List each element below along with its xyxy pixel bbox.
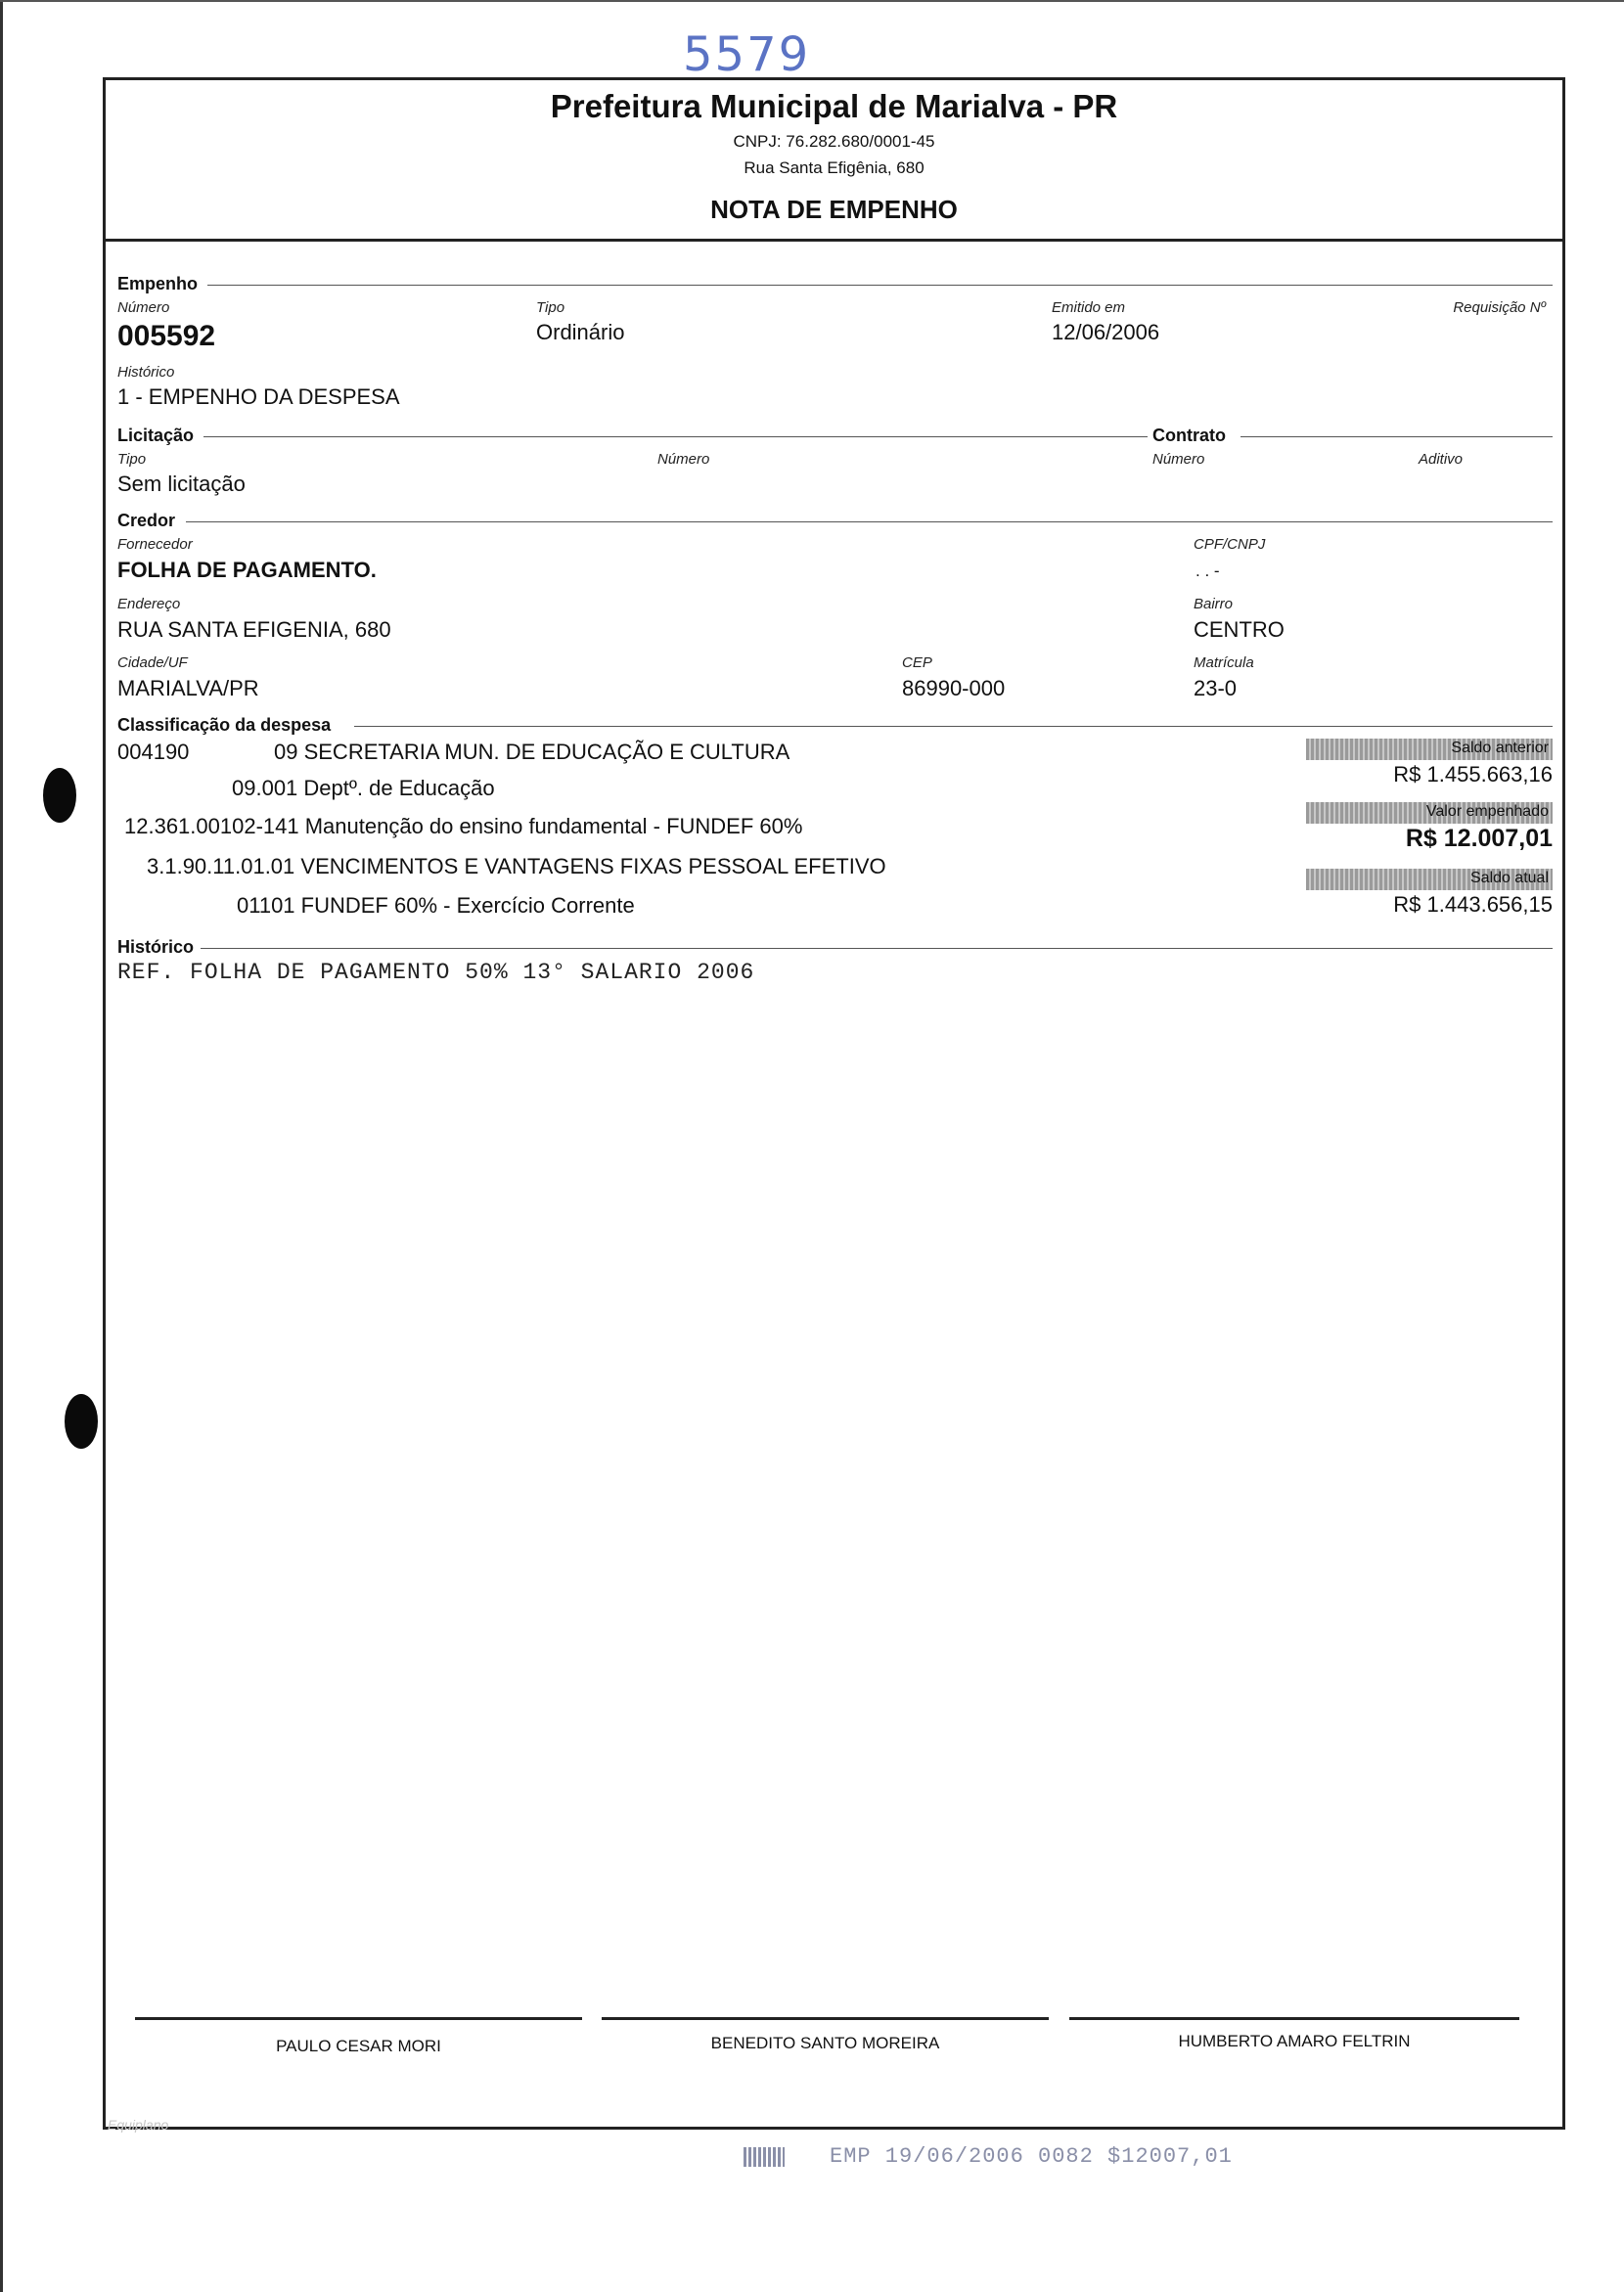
- header-separator: [103, 239, 1565, 242]
- tipo-label: Tipo: [536, 299, 565, 316]
- binder-hole-bottom: [65, 1394, 98, 1449]
- section-rule-classificacao: [354, 726, 1553, 727]
- binder-hole-top: [43, 768, 76, 823]
- cnpj-text: CNPJ: 76.282.680/0001-45: [733, 132, 935, 151]
- signature-line-1: [135, 2017, 582, 2020]
- signature-name-1: PAULO CESAR MORI: [276, 2037, 441, 2055]
- classificacao-fonte: 01101 FUNDEF 60% - Exercício Corrente: [237, 893, 635, 918]
- section-empenho: Empenho: [117, 274, 199, 293]
- contrato-aditivo-label: Aditivo: [1419, 451, 1464, 468]
- numero-label: Número: [117, 299, 170, 316]
- licitacao-tipo-value: Sem licitação: [117, 472, 246, 496]
- scan-left-edge: [0, 0, 3, 2292]
- handwritten-page-number: 5579: [683, 27, 811, 82]
- cpf-cnpj-label: CPF/CNPJ: [1194, 536, 1266, 553]
- emitido-date: 12/06/2006: [1052, 320, 1160, 344]
- classificacao-unidade: 09.001 Deptº. de Educação: [232, 776, 495, 800]
- matricula-value: 23-0: [1194, 676, 1238, 700]
- matricula-label: Matrícula: [1194, 654, 1254, 671]
- fornecedor-value: FOLHA DE PAGAMENTO.: [117, 558, 377, 582]
- footer-stamp: EMP 19/06/2006 0082 $12007,01: [830, 2144, 1233, 2169]
- historico-text: REF. FOLHA DE PAGAMENTO 50% 13° SALARIO 2006: [117, 960, 755, 985]
- section-rule-empenho: [207, 285, 1553, 286]
- cidade-label: Cidade/UF: [117, 654, 188, 671]
- signature-line-3: [1069, 2017, 1519, 2020]
- municipality-title: Prefeitura Municipal de Marialva - PR: [550, 88, 1118, 124]
- endereco-label: Endereço: [117, 596, 181, 612]
- saldo-atual-value: R$ 1.443.656,15: [1393, 892, 1553, 917]
- valor-empenhado-value: R$ 12.007,01: [1405, 825, 1553, 852]
- empenho-number: 005592: [117, 320, 216, 352]
- emitido-label: Emitido em: [1052, 299, 1126, 316]
- saldo-atual-label: Saldo atual: [1469, 870, 1549, 886]
- section-classificacao: Classificação da despesa: [117, 715, 332, 735]
- saldo-anterior-value: R$ 1.455.663,16: [1393, 762, 1553, 786]
- address-text: Rua Santa Efigênia, 680: [744, 158, 925, 177]
- signature-line-2: [602, 2017, 1049, 2020]
- cidade-value: MARIALVA/PR: [117, 676, 259, 700]
- classificacao-codigo: 004190: [117, 740, 190, 764]
- document-title: NOTA DE EMPENHO: [710, 195, 958, 224]
- cep-label: CEP: [902, 654, 932, 671]
- contrato-numero-label: Número: [1152, 451, 1205, 468]
- section-credor: Credor: [117, 511, 176, 530]
- classificacao-funcional: 12.361.00102-141 Manutenção do ensino fundamental - FUNDEF 60%: [124, 814, 803, 838]
- software-watermark: Equiplano: [108, 2117, 169, 2133]
- historico-label: Histórico: [117, 364, 175, 381]
- signature-name-3: HUMBERTO AMARO FELTRIN: [1178, 2032, 1411, 2050]
- cpf-cnpj-value: . . -: [1195, 562, 1220, 580]
- classificacao-elemento: 3.1.90.11.01.01 VENCIMENTOS E VANTAGENS FIXAS PESSOAL EFETIVO: [147, 854, 886, 878]
- licitacao-tipo-label: Tipo: [117, 451, 147, 468]
- saldo-anterior-label: Saldo anterior: [1451, 740, 1549, 756]
- section-licitacao: Licitação: [117, 426, 195, 445]
- section-rule-historico: [201, 948, 1553, 949]
- licitacao-numero-label: Número: [657, 451, 710, 468]
- cep-value: 86990-000: [902, 676, 1006, 700]
- bairro-value: CENTRO: [1194, 617, 1285, 642]
- endereco-value: RUA SANTA EFIGENIA, 680: [117, 617, 391, 642]
- fornecedor-label: Fornecedor: [117, 536, 193, 553]
- bairro-label: Bairro: [1194, 596, 1234, 612]
- section-rule-contrato: [1241, 436, 1553, 437]
- signature-name-2: BENEDITO SANTO MOREIRA: [710, 2034, 940, 2052]
- section-historico: Histórico: [117, 937, 195, 957]
- requisicao-label: Requisição Nº: [1453, 299, 1546, 316]
- section-contrato: Contrato: [1152, 426, 1226, 445]
- tipo-value: Ordinário: [536, 320, 625, 344]
- historico-value: 1 - EMPENHO DA DESPESA: [117, 384, 400, 409]
- classificacao-orgao: 09 SECRETARIA MUN. DE EDUCAÇÃO E CULTURA: [274, 740, 790, 764]
- valor-empenhado-label: Valor empenhado: [1425, 803, 1549, 820]
- section-rule-licitacao: [203, 436, 1148, 437]
- section-rule-credor: [186, 521, 1553, 522]
- stamp-barcode: [744, 2147, 785, 2167]
- scan-top-edge: [0, 0, 1624, 2]
